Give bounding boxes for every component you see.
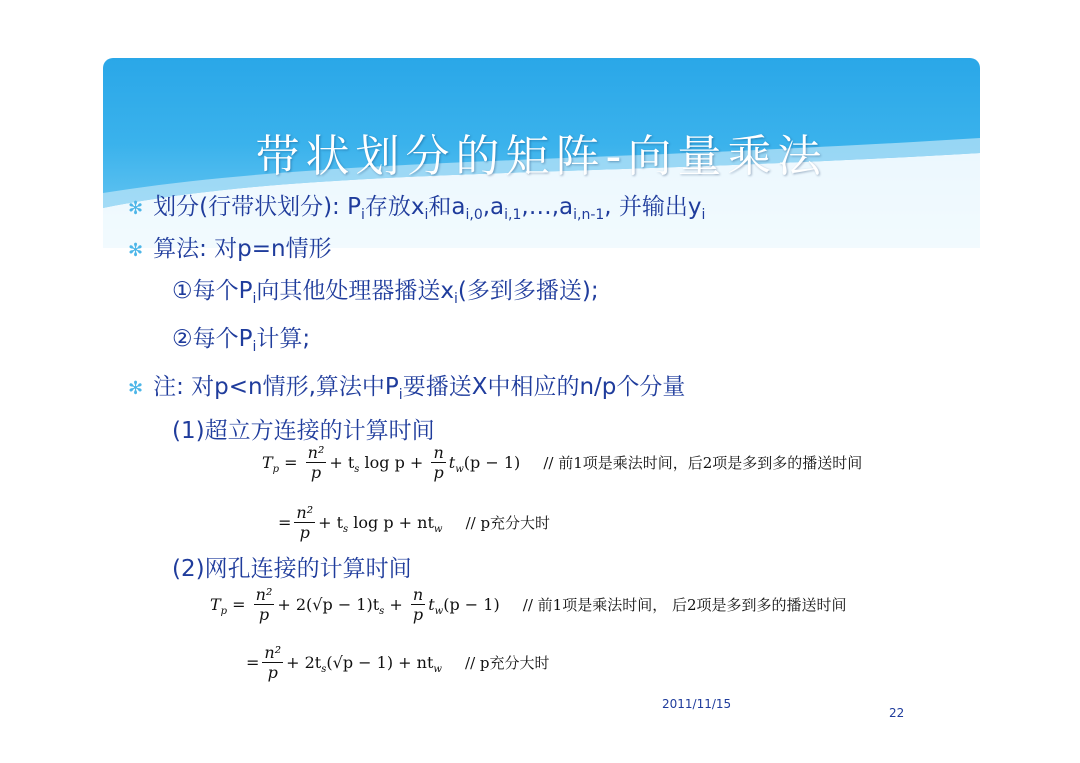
bullet-algorithm: ✻ 算法: 对p=n情形 — [128, 236, 332, 262]
bullet-asterisk-icon: ✻ — [128, 240, 144, 261]
section-hypercube: (1)超立方连接的计算时间 — [172, 418, 435, 444]
formula-hypercube-approx: = $\frac{\text{n²}}{p}$ + $t_s$ $\log p + nt_w // p$充分大时 — [278, 503, 551, 542]
bullet-asterisk-icon: ✻ — [128, 378, 144, 399]
bullet-partition: ✻ 划分(行带状划分): $P_i$存放$x_i$和$a_{i,0},a_{i,1},\dots,a_{i,n-1}$, 并输出$y_i$ — [128, 194, 706, 223]
bullet-asterisk-icon: ✻ — [128, 198, 144, 219]
formula-mesh-time: $T_p$ = $\frac{\text{n²}}{p}$ + $2(√p - 1)t_s$ + $\frac{n}{p}$ $t_w(p - 1)$ // 前1项是乘法时间， 后2项是多到多的播送时间 — [210, 585, 847, 624]
slide-title: 带状划分的矩阵-向量乘法 — [255, 131, 828, 182]
bullet-note: ✻ 注: 对p<n情形,算法中$P_i$要播送X中相应的n/p个分量 — [128, 374, 686, 403]
algorithm-step-1: ①每个$P_i$向其他处理器播送$x_i$(多到多播送); — [172, 278, 599, 307]
algorithm-step-2: ②每个$P_i$计算; — [172, 326, 311, 355]
formula-mesh-approx: = $\frac{\text{n²}}{p}$ + $2t_s(√p - 1) + nt_w // p$充分大时 — [246, 643, 550, 682]
formula-hypercube-time: $T_p$ = $\frac{\text{n²}}{p}$ + $t_s$ log p + $\frac{n}{p}$ $t_w(p - 1)$ // 前1项是乘法时间，后2项是多到多的播送时间 — [262, 443, 863, 482]
section-mesh: (2)网孔连接的计算时间 — [172, 556, 412, 582]
slide-page-number: 22 — [889, 706, 905, 720]
slide-date: 2011/11/15 — [662, 697, 732, 711]
